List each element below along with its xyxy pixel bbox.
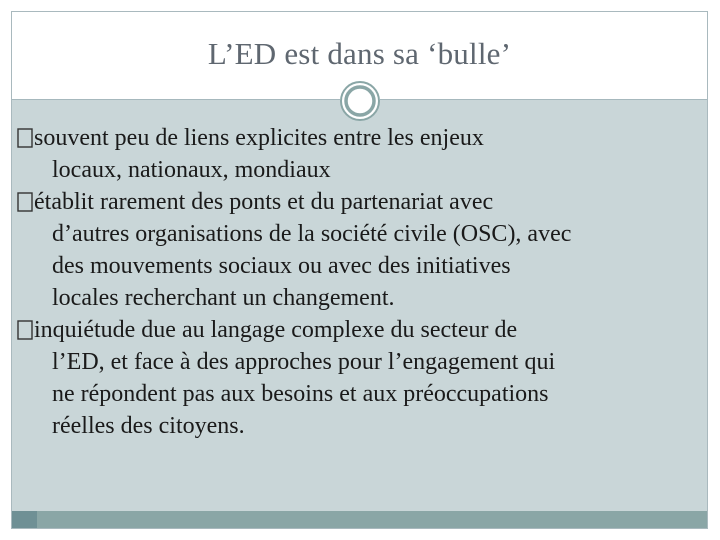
- slide: [11, 11, 708, 529]
- bullet-line: inquiétude due au langage complexe du secteur de: [34, 317, 518, 343]
- bullet-line: réelles des citoyens.: [52, 413, 245, 439]
- slide-title: L’ED est dans sa ‘bulle’: [207, 36, 512, 71]
- bullet-line: l’ED, et face à des approches pour l’engagement qui: [52, 349, 556, 375]
- header-divider-right: [380, 99, 708, 100]
- bullet-item: [16, 122, 696, 186]
- footer-bar: [12, 511, 707, 528]
- bullet-item: [16, 186, 696, 314]
- bullet-line: locales recherchant un changement.: [52, 285, 395, 311]
- bullet-line: d’autres organisations de la société civile (OSC), avec: [52, 221, 572, 247]
- footer-bar-accent: [12, 511, 37, 528]
- bullet-line: ne répondent pas aux besoins et aux préoccupations: [52, 381, 549, 407]
- missing-glyph-icon: [16, 192, 34, 212]
- bullet-item: [16, 314, 696, 442]
- missing-glyph-icon: [16, 320, 34, 340]
- missing-glyph-icon: [16, 128, 34, 148]
- bullet-list: [16, 122, 696, 442]
- circle-ring-icon: [339, 80, 381, 122]
- bullet-line: établit rarement des ponts et du partenariat avec: [34, 189, 494, 215]
- bullet-line: souvent peu de liens explicites entre les enjeux: [34, 125, 484, 151]
- header-divider-left: [12, 99, 340, 100]
- bullet-line: des mouvements sociaux ou avec des initiatives: [52, 253, 511, 279]
- bullet-line: locaux, nationaux, mondiaux: [52, 157, 331, 183]
